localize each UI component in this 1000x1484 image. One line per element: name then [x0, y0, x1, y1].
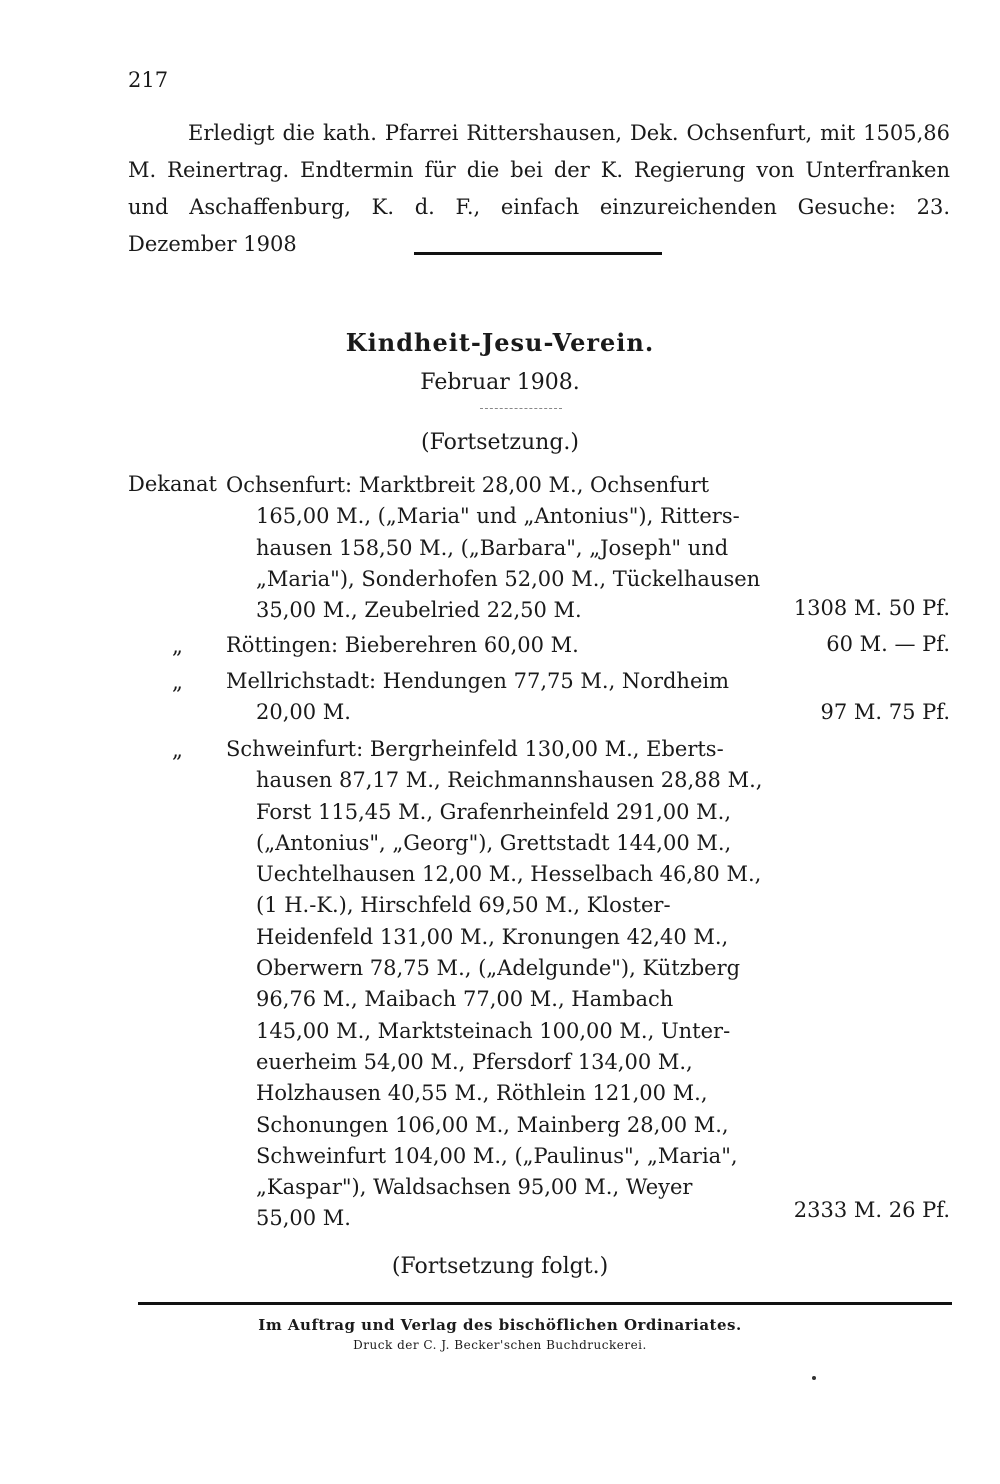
entry-line: Schweinfurt 104,00 M., („Paulinus", „Maria", [256, 1143, 738, 1168]
continuation-label: (Fortsetzung.) [421, 430, 579, 455]
printer-line: Druck der C. J. Becker'schen Buchdruckerei. [353, 1338, 647, 1352]
entry-line: Oberwern 78,75 M., („Adelgunde"), Kützberg [256, 956, 741, 981]
entry-line: „Maria"), Sonderhofen 52,00 M., Tückelhausen [256, 566, 761, 591]
print-speck [812, 1376, 816, 1380]
entry-line: Schonungen 106,00 M., Mainberg 28,00 M., [256, 1112, 729, 1137]
ditto-mark: „ [172, 670, 183, 694]
section-title: Kindheit-Jesu-Verein. [345, 328, 655, 357]
entry-line: Mellrichstadt: Hendungen 77,75 M., Nordheim [226, 669, 730, 693]
ditto-mark: „ [172, 634, 183, 658]
entry-line: 55,00 M. [256, 1206, 351, 1231]
entry-line: Schweinfurt: Bergrheinfeld 130,00 M., Eberts- [226, 737, 724, 761]
entry-line: (1 H.-K.), Hirschfeld 69,50 M., Kloster- [256, 893, 671, 918]
entry-line: Röttingen: Bieberehren 60,00 M. [226, 633, 579, 657]
entry-line: Heidenfeld 131,00 M., Kronungen 42,40 M., [256, 924, 729, 949]
entry-text [226, 630, 764, 661]
publisher-line: Im Auftrag und Verlag des bischöflichen Ordinariates. [258, 1316, 742, 1334]
entry-line: („Antonius", „Georg"), Grettstadt 144,00 M., [256, 830, 732, 855]
notice-paragraph: Erledigt die kath. Pfarrei Rittershausen, Dek. Ochsenfurt, mit 1505,86 M. Reinertrag. Endtermin für die bei der K. Regierung von Unterfranken und Aschaffenburg, K. d. F., einfach einzureichenden Gesuche: 23. Dezember 1908 [128, 121, 950, 256]
entry-line: Forst 115,45 M., Grafenrheinfeld 291,00 M., [256, 799, 732, 824]
entry-text [226, 734, 764, 1235]
entry-line: hausen 158,50 M., („Barbara", „Joseph" und [256, 535, 729, 560]
entry-line: euerheim 54,00 M., Pfersdorf 134,00 M., [256, 1049, 693, 1074]
entry-amount: 1308 M. 50 Pf. [793, 596, 950, 620]
entry-line: Uechtelhausen 12,00 M., Hesselbach 46,80 M., [256, 862, 762, 887]
entry-amount: 60 M. — Pf. [826, 632, 950, 656]
closing-note: (Fortsetzung folgt.) [391, 1254, 609, 1279]
section-month: Februar 1908. [420, 370, 580, 395]
entry-line: Ochsenfurt: Marktbreit 28,00 M., Ochsenfurt [226, 473, 710, 497]
entry-amount: 2333 M. 26 Pf. [793, 1198, 950, 1222]
page-number: 217 [128, 68, 169, 92]
entry-text [226, 666, 764, 729]
ditto-mark: „ [172, 738, 183, 762]
entry-line: Holzhausen 40,55 M., Röthlein 121,00 M., [256, 1081, 708, 1106]
entry-line: 35,00 M., Zeubelried 22,50 M. [256, 598, 582, 623]
entry-text [226, 470, 764, 626]
entry-amount: 97 M. 75 Pf. [820, 700, 950, 724]
entry-line: 20,00 M. [256, 700, 351, 725]
ornament-divider [480, 408, 562, 409]
section-divider [414, 252, 662, 255]
entry-line: 145,00 M., Marktsteinach 100,00 M., Unter- [256, 1018, 731, 1043]
entry-line: 165,00 M., („Maria" und „Antonius"), Ritters- [256, 504, 740, 529]
footer-rule [138, 1302, 952, 1305]
entry-line: hausen 87,17 M., Reichmannshausen 28,88 M., [256, 768, 763, 793]
entry-line: 96,76 M., Maibach 77,00 M., Hambach [256, 987, 674, 1012]
entry-lead: Dekanat [128, 472, 217, 496]
entry-line: „Kaspar"), Waldsachsen 95,00 M., Weyer [256, 1175, 693, 1200]
